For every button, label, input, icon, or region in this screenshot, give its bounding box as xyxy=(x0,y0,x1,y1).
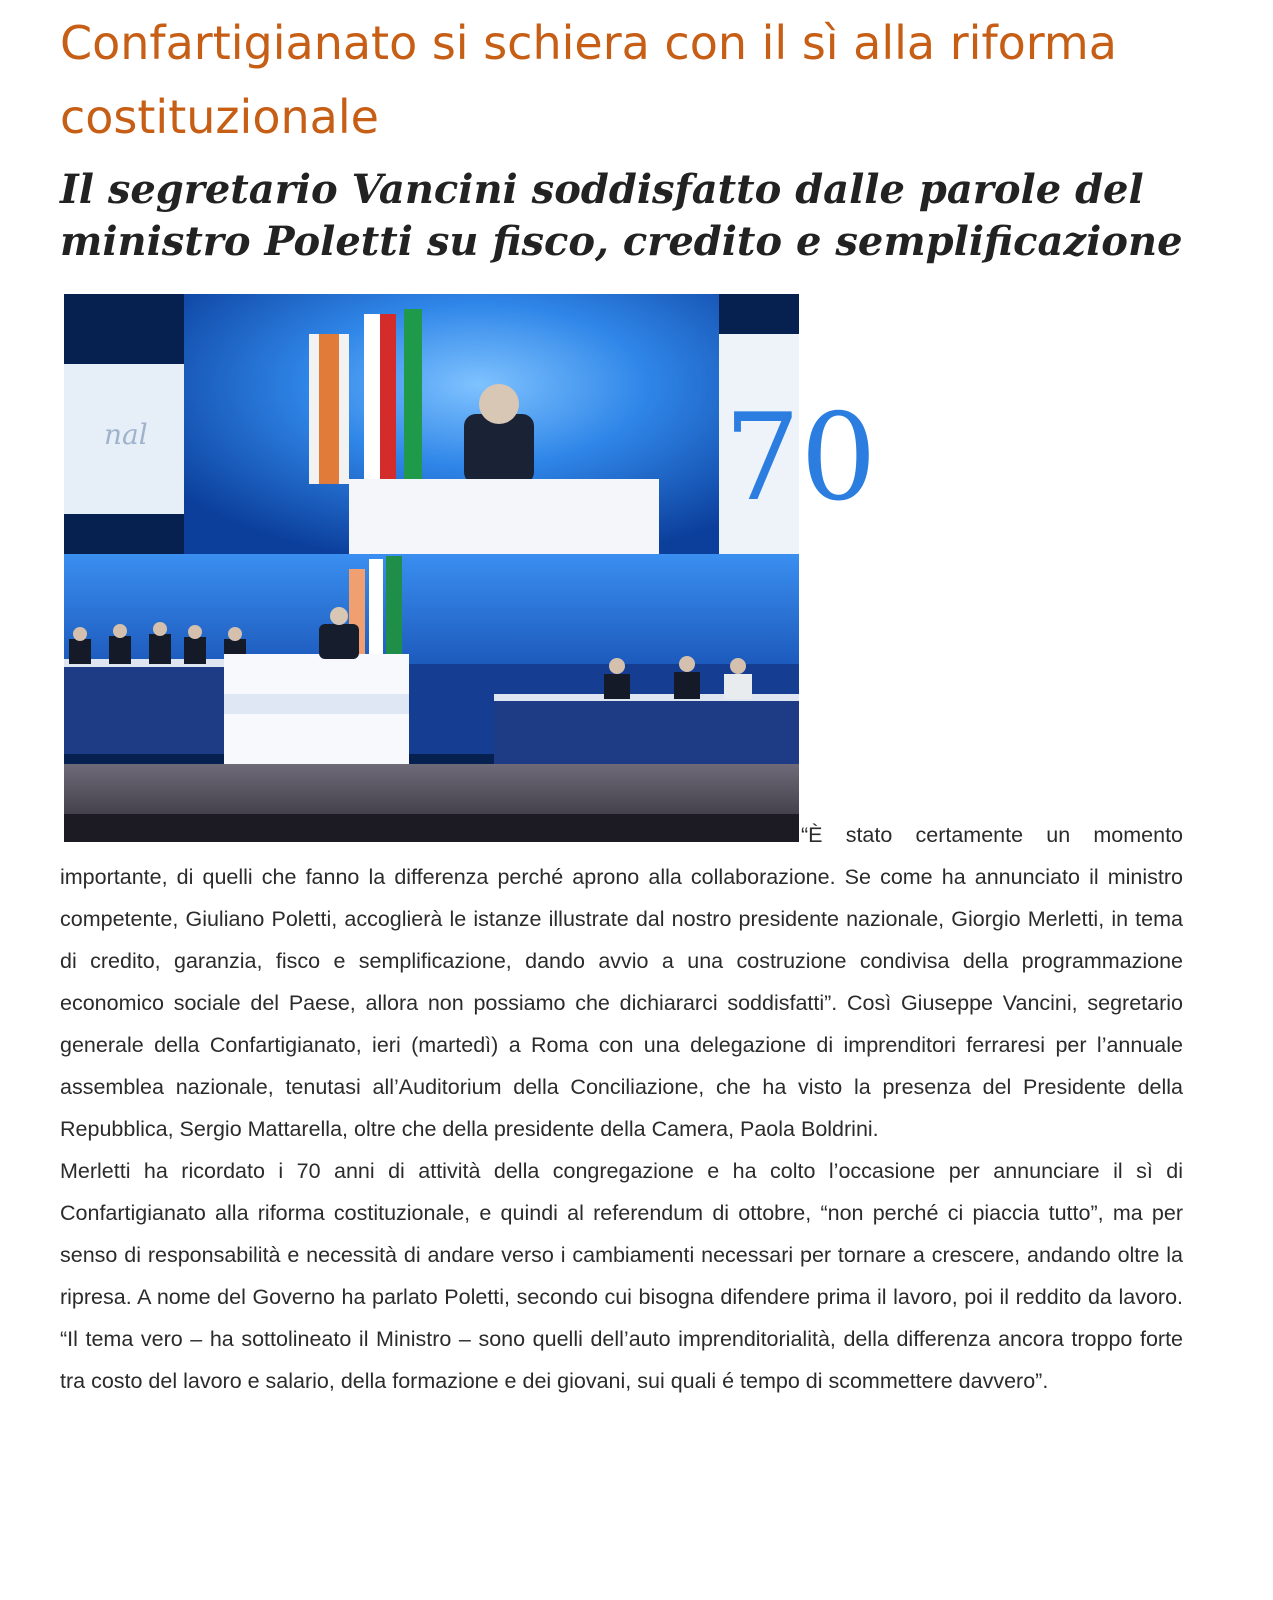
article-page xyxy=(60,0,1183,1402)
event-photo-illustration xyxy=(64,294,877,842)
screen-number: 70 xyxy=(724,389,877,528)
svg-text:nal: nal xyxy=(104,418,148,451)
article-body xyxy=(60,294,1183,1402)
article-paragraph-2: Merletti ha ricordato i 70 anni di attività della congregazione e ha colto l’occasione per annunciare il sì di Confartigianato alla riforma costituzionale, e quindi al referendum di ottobre, “non perché ci piaccia tutto”, ma per senso di responsabilità e necessità di andare verso i cambiamenti necessari per tornare a crescere, andando oltre la ripresa. A nome del Governo ha parlato Poletti, secondo cui bisogna difendere prima il lavoro, poi il reddito da lavoro. “Il tema vero – ha sottolineato il Ministro – sono quelli dell’auto imprenditorialità, della differenza ancora troppo forte tra costo del lavoro e salario, della formazione e dei giovani, sui quali é tempo di scommettere davvero”. xyxy=(60,1159,1183,1393)
article-headline: Confartigianato si schiera con il sì alla riforma costituzionale xyxy=(60,16,1117,144)
event-photo xyxy=(64,294,877,842)
article-subheadline: Il segretario Vancini soddisfatto dalle parole del ministro Poletti su fisco, credito e semplificazione xyxy=(60,166,1183,265)
article-paragraph-1: “È stato certamente un momento importante, di quelli che fanno la differenza perché aprono alla collaborazione. Se come ha annunciato il ministro competente, Giuliano Poletti, accoglierà le istanze illustrate dal nostro presidente nazionale, Giorgio Merletti, in tema di credito, garanzia, fisco e semplificazione, dando avvio a una costruzione condivisa della programmazione economico sociale del Paese, allora non possiamo che dichiararci soddisfatti”. Così Giuseppe Vancini, segretario generale della Confartigianato, ieri (martedì) a Roma con una delegazione di imprenditori ferraresi per l’annuale assemblea nazionale, tenutasi all’Auditorium della Conciliazione, che ha visto la presenza del Presidente della Repubblica, Sergio Mattarella, oltre che della presidente della Camera, Paola Boldrini. xyxy=(60,823,1183,1141)
